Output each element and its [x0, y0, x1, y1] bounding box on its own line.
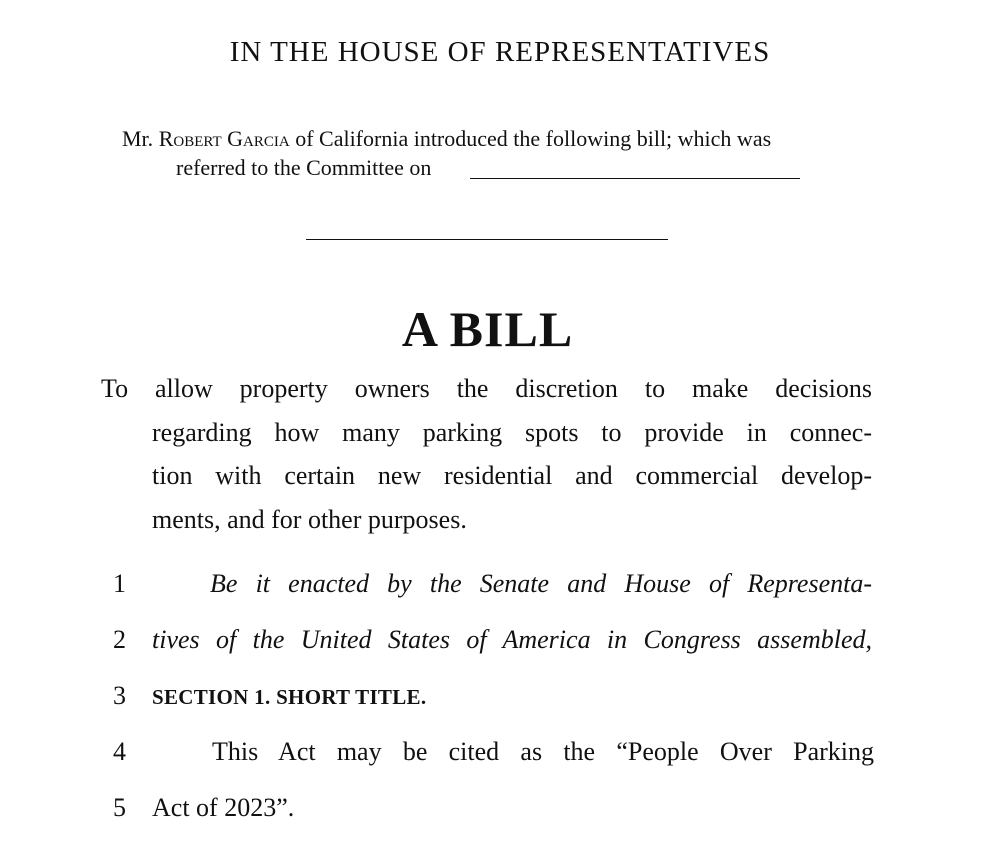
purpose-line-3: tion with certain new residential and commercial develop- — [152, 461, 872, 490]
chamber-heading: IN THE HOUSE OF REPRESENTATIVES — [229, 36, 771, 68]
line-number-1: 1 — [113, 569, 126, 598]
purpose-line-4: ments, and for other purposes. — [152, 505, 467, 534]
enacting-clause-line-2: tives of the United States of America in Congress assembled, — [152, 625, 872, 654]
introduction-text: of California introduced the following bill; which was — [289, 126, 772, 151]
line-number-2: 2 — [113, 625, 126, 654]
committee-blank-line — [470, 178, 800, 179]
line-number-3: 3 — [113, 681, 126, 710]
introduction-line-2: referred to the Committee on — [176, 155, 432, 180]
introduction-line-1 — [122, 126, 771, 152]
section-heading: SECTION 1. SHORT TITLE. — [152, 685, 427, 709]
purpose-line-1: To allow property owners the discretion to make decisions — [101, 374, 872, 403]
line-number-5: 5 — [113, 793, 126, 822]
enacting-clause-line-1: Be it enacted by the Senate and House of Representa- — [210, 569, 872, 598]
sponsor-prefix: Mr. — [122, 126, 159, 151]
sponsor-name: Robert Garcia — [158, 126, 290, 151]
short-title-line-1: This Act may be cited as the “People Over Parking — [212, 737, 874, 766]
line-number-4: 4 — [113, 737, 126, 766]
section-divider — [306, 239, 668, 240]
short-title-line-2: Act of 2023”. — [152, 793, 295, 822]
bill-title: A BILL — [401, 301, 574, 357]
purpose-line-2: regarding how many parking spots to provide in connec- — [152, 418, 872, 447]
